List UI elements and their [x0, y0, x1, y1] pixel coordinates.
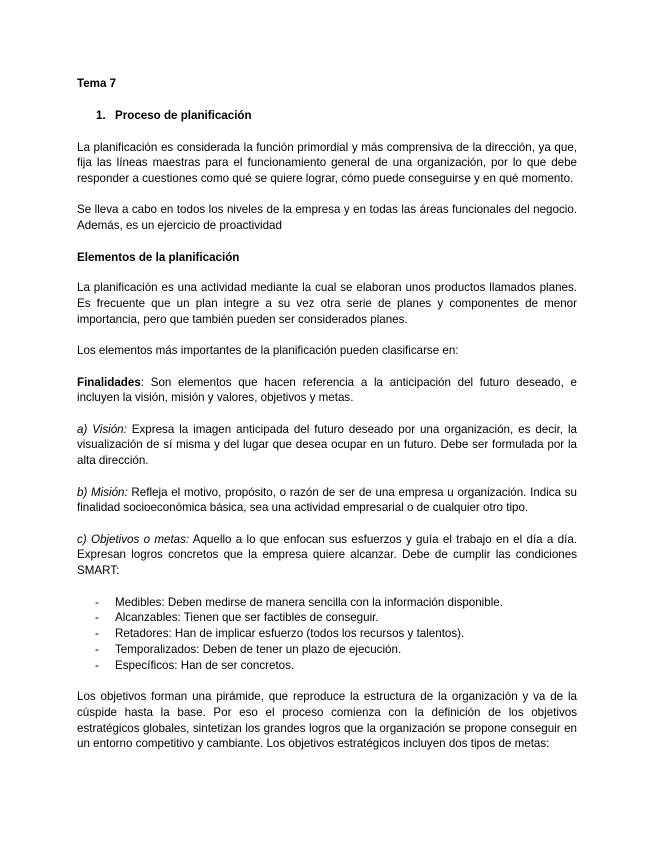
list-item-text: Alcanzables: Tienen que ser factibles de conseguir. [115, 611, 379, 625]
finalidades-text: : Son elementos que hacen referencia a la anticipación del futuro deseado, e incluyen la visión, misión y valores, objetivos y metas. [77, 375, 577, 405]
term-finalidades: Finalidades [77, 375, 141, 389]
vision-text: Expresa la imagen anticipada del futuro deseado por una organización, es decir, la visualización de sí misma y del lugar que desea ocupar en un futuro. Debe ser formulada por la alta dirección. [77, 422, 577, 468]
elements-heading: Elementos de la planificación [77, 250, 240, 264]
section-heading [77, 108, 577, 124]
paragraph-vision [77, 422, 577, 469]
paragraph-planificacion-niveles: Se lleva a cabo en todos los niveles de la empresa y en todas las áreas funcionales del negocio. Además, es un ejercicio de proactividad [77, 203, 577, 233]
list-item [95, 610, 577, 626]
objetivos-text: Aquello a lo que enfocan sus esfuerzos y guía el trabajo en el día a día. Expresan logros concretos que la empresa quiere alcanzar. Debe de cumplir las condiciones SMART: [77, 532, 578, 578]
document-body [77, 76, 577, 768]
paragraph-elementos-intro: Los elementos más importantes de la planificación pueden clasificarse en: [77, 344, 459, 358]
section-number: 1. [96, 108, 106, 122]
list-item-text: Temporalizados: Deben de tener un plazo de ejecución. [115, 642, 402, 656]
paragraph-mision [77, 485, 577, 517]
list-item [95, 626, 577, 642]
dash-bullet: - [95, 658, 99, 672]
dash-bullet: - [95, 642, 99, 656]
paragraph-piramide: Los objetivos forman una pirámide, que reproduce la estructura de la organización y va de la cúspide hasta la base. Por eso el proceso comienza con la definición de los objetivos estratégicos globales, sintetizan los grandes logros que la organización se propone conseguir en un entorno competitivo y cambiante. Los objetivos estratégicos incluyen dos tipos de metas: [77, 690, 577, 751]
list-item-text: Medibles: Deben medirse de manera sencilla con la información disponible. [115, 595, 503, 609]
list-item [95, 642, 577, 658]
dash-bullet: - [95, 627, 99, 641]
section-label: Proceso de planificación [115, 108, 252, 122]
term-vision: a) Visión: [77, 422, 127, 436]
list-item [95, 658, 577, 674]
paragraph-objetivos [77, 532, 577, 579]
document-title: Tema 7 [77, 77, 117, 90]
paragraph-planificacion-definition: La planificación es considerada la función primordial y más comprensiva de la dirección, ya que, fija las líneas maestras para el funcionamiento general de una organización, por lo que debe responder a cuestiones como qué se quiere lograr, cómo puede conseguirse y en qué momento. [77, 140, 577, 186]
term-objetivos: c) Objetivos o metas: [77, 532, 190, 546]
smart-list [77, 595, 577, 674]
paragraph-finalidades [77, 375, 577, 407]
mision-text: Refleja el motivo, propósito, o razón de ser de una empresa u organización. Indica su finalidad socioeconómica básica, sea una actividad empresarial o de cualquier otro tipo. [77, 485, 577, 515]
dash-bullet: - [95, 611, 99, 625]
list-item [95, 595, 577, 611]
list-item-text: Retadores: Han de implicar esfuerzo (todos los recursos y talentos). [115, 627, 465, 641]
term-mision: b) Misión: [77, 485, 128, 499]
dash-bullet: - [95, 595, 99, 609]
list-item-text: Específicos: Han de ser concretos. [115, 658, 295, 672]
paragraph-planes: La planificación es una actividad mediante la cual se elaboran unos productos llamados planes. Es frecuente que un plan integre a su vez otra serie de planes y componentes de menor importancia, pero que también pueden ser considerados planes. [77, 281, 577, 326]
